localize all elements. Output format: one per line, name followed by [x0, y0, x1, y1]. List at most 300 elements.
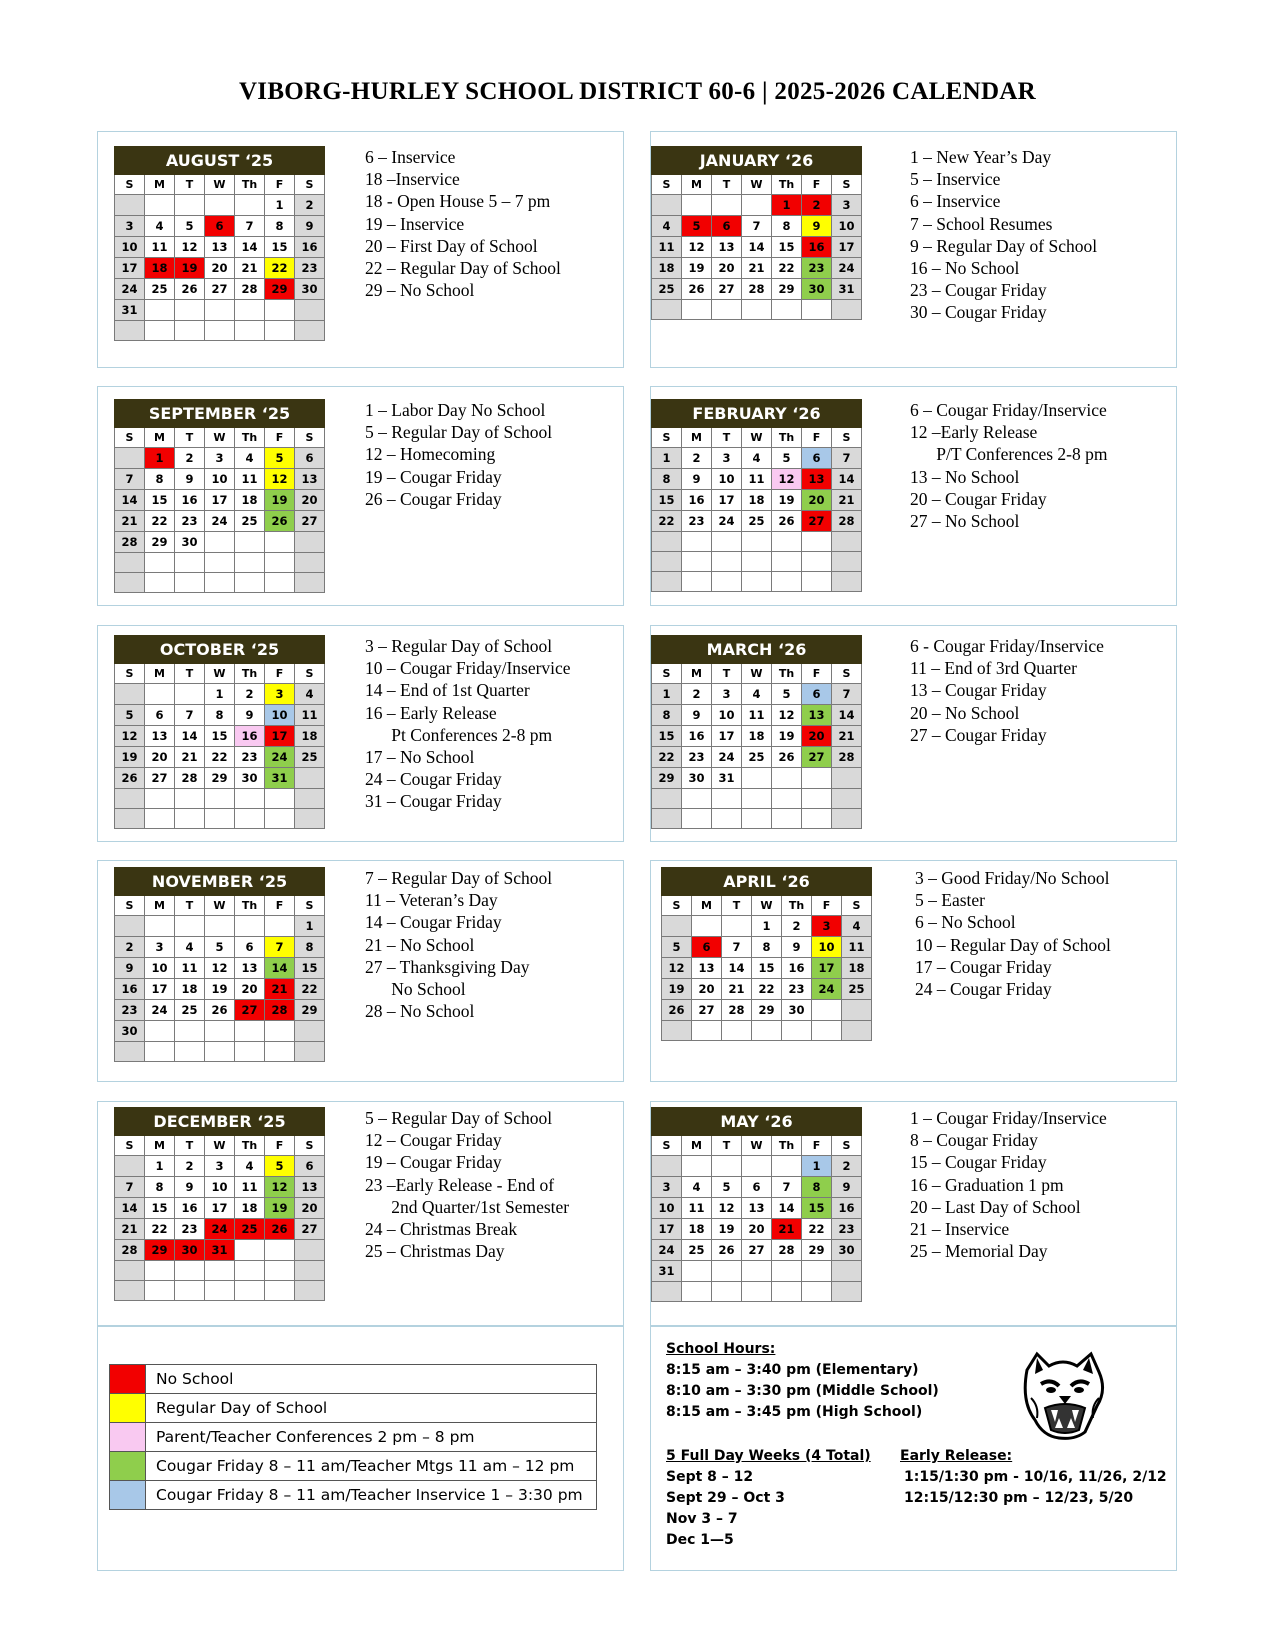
day-header: M [682, 1136, 712, 1156]
calendar-day: 18 [842, 958, 872, 979]
calendar-day: 24 [652, 1240, 682, 1261]
day-header: F [265, 896, 295, 916]
calendar-day: 5 [772, 448, 802, 469]
calendar-day: 26 [175, 279, 205, 300]
calendar-day: 11 [295, 705, 325, 726]
calendar-day: 8 [652, 469, 682, 490]
calendar-empty-cell [265, 1240, 295, 1261]
calendar-day: 27 [295, 1219, 325, 1240]
calendar-empty-cell [712, 300, 742, 320]
legend-swatch [110, 1365, 146, 1394]
calendar-day: 26 [662, 1000, 692, 1021]
event-item: 12 –Early Release [910, 422, 1038, 443]
day-header: T [712, 1136, 742, 1156]
events-april [915, 867, 1111, 1000]
calendar-empty-cell [175, 195, 205, 216]
early-release-item: 12:15/12:30 pm – 12/23, 5/20 [904, 1490, 1134, 1506]
calendar-empty-cell [295, 553, 325, 573]
calendar-september [114, 399, 325, 593]
calendar-day: 26 [772, 511, 802, 532]
calendar-day: 6 [295, 448, 325, 469]
calendar-day: 9 [802, 216, 832, 237]
calendar-day: 31 [832, 279, 862, 300]
calendar-day: 25 [682, 1240, 712, 1261]
calendar-day: 11 [652, 237, 682, 258]
legend-label: Cougar Friday 8 – 11 am/Teacher Mtgs 11 am – 12 pm [146, 1452, 597, 1481]
event-item: 31 – Cougar Friday [365, 791, 502, 812]
event-item: 10 – Cougar Friday/Inservice [365, 658, 571, 679]
calendar-empty-cell [175, 789, 205, 809]
calendar-day: 15 [802, 1198, 832, 1219]
calendar-day: 31 [265, 768, 295, 789]
calendar-day: 13 [145, 726, 175, 747]
calendar-empty-cell [682, 1282, 712, 1302]
calendar-day: 4 [295, 684, 325, 705]
calendar-day: 19 [175, 258, 205, 279]
calendar-day: 21 [832, 490, 862, 511]
calendar-empty-cell [682, 532, 712, 552]
calendar-empty-cell [832, 768, 862, 789]
calendar-day: 23 [782, 979, 812, 1000]
event-item: 11 – Veteran’s Day [365, 890, 498, 911]
event-item: 22 – Regular Day of School [365, 257, 561, 278]
calendar-empty-cell [235, 532, 265, 553]
calendar-day: 31 [205, 1240, 235, 1261]
calendar-day: 7 [832, 448, 862, 469]
event-item: 5 – Easter [915, 890, 985, 911]
calendar-empty-cell [712, 789, 742, 809]
calendar-day: 7 [772, 1177, 802, 1198]
calendar-day: 10 [832, 216, 862, 237]
calendar-day: 12 [265, 469, 295, 490]
full-day-weeks [666, 1446, 871, 1551]
day-header: T [175, 175, 205, 195]
legend-label: Regular Day of School [146, 1394, 597, 1423]
event-item: 20 – First Day of School [365, 235, 538, 256]
calendar-day: 16 [682, 726, 712, 747]
calendar-day: 19 [772, 726, 802, 747]
calendar-empty-cell [772, 552, 802, 572]
calendar-day: 13 [692, 958, 722, 979]
calendar-empty-cell [205, 1021, 235, 1042]
calendar-day: 2 [682, 684, 712, 705]
calendar-day: 24 [832, 258, 862, 279]
day-header: F [802, 1136, 832, 1156]
calendar-empty-cell [295, 768, 325, 789]
event-item: 1 – Cougar Friday/Inservice [910, 1108, 1107, 1128]
calendar-day: 29 [145, 1240, 175, 1261]
day-header: F [802, 175, 832, 195]
day-header: T [712, 175, 742, 195]
calendar-empty-cell [772, 1282, 802, 1302]
calendar-empty-cell [802, 572, 832, 592]
event-item: 13 – No School [910, 466, 1020, 487]
calendar-empty-cell [145, 916, 175, 937]
calendar-day: 4 [742, 684, 772, 705]
calendar-empty-cell [772, 532, 802, 552]
calendar-empty-cell [115, 573, 145, 593]
event-item: 6 – Cougar Friday/Inservice [910, 400, 1107, 420]
event-item: No School [365, 978, 466, 999]
event-item: 23 –Early Release - End of [365, 1174, 555, 1195]
event-item: 11 – End of 3rd Quarter [910, 658, 1078, 679]
month-title: OCTOBER ‘25 [115, 636, 325, 664]
event-item: 21 – No School [365, 934, 475, 955]
calendar-day: 30 [115, 1021, 145, 1042]
calendar-day: 9 [782, 937, 812, 958]
calendar-day: 20 [802, 726, 832, 747]
calendar-day: 12 [662, 958, 692, 979]
calendar-day: 18 [235, 1198, 265, 1219]
calendar-empty-cell [175, 1021, 205, 1042]
calendar-day: 9 [175, 469, 205, 490]
calendar-empty-cell [265, 573, 295, 593]
school-hours [666, 1339, 939, 1423]
calendar-day: 24 [145, 1000, 175, 1021]
event-item: 1 – Labor Day No School [365, 400, 546, 420]
event-item: 16 – Graduation 1 pm [910, 1174, 1064, 1195]
day-header: M [145, 664, 175, 684]
calendar-day: 30 [782, 1000, 812, 1021]
calendar-day: 10 [205, 1177, 235, 1198]
calendar-day: 6 [205, 216, 235, 237]
calendar-day: 6 [235, 937, 265, 958]
event-item: 20 – No School [910, 702, 1020, 723]
calendar-empty-cell [235, 1261, 265, 1281]
calendar-day: 18 [145, 258, 175, 279]
event-item: 30 – Cougar Friday [910, 302, 1047, 323]
calendar-empty-cell [265, 789, 295, 809]
calendar-day: 20 [295, 1198, 325, 1219]
calendar-day: 12 [772, 705, 802, 726]
events-february [910, 399, 1108, 532]
calendar-day: 9 [235, 705, 265, 726]
calendar-empty-cell [205, 573, 235, 593]
day-header: S [832, 664, 862, 684]
month-title: SEPTEMBER ‘25 [115, 400, 325, 428]
calendar-day: 3 [115, 216, 145, 237]
legend-swatch [110, 1423, 146, 1452]
event-item: 7 – Regular Day of School [365, 868, 553, 888]
calendar-day: 7 [832, 684, 862, 705]
calendar-day: 13 [712, 237, 742, 258]
day-header: S [652, 664, 682, 684]
month-title: MARCH ‘26 [652, 636, 862, 664]
calendar-day: 17 [712, 490, 742, 511]
calendar-day: 1 [205, 684, 235, 705]
calendar-day: 19 [265, 490, 295, 511]
day-header: T [175, 664, 205, 684]
calendar-empty-cell [652, 572, 682, 592]
calendar-day: 17 [832, 237, 862, 258]
day-header: S [652, 428, 682, 448]
day-header: Th [772, 664, 802, 684]
calendar-day: 28 [832, 511, 862, 532]
day-header: T [175, 1136, 205, 1156]
calendar-day: 23 [175, 511, 205, 532]
early-release-item: 1:15/1:30 pm - 10/16, 11/26, 2/12 [904, 1469, 1167, 1485]
calendar-day: 17 [652, 1219, 682, 1240]
calendar-empty-cell [722, 916, 752, 937]
calendar-day: 21 [832, 726, 862, 747]
calendar-day: 3 [832, 195, 862, 216]
calendar-empty-cell [265, 1021, 295, 1042]
event-item: 21 – Inservice [910, 1218, 1010, 1239]
calendar-empty-cell [115, 321, 145, 341]
calendar-day: 8 [652, 705, 682, 726]
day-header: Th [235, 1136, 265, 1156]
calendar-empty-cell [832, 1261, 862, 1282]
calendar-day: 26 [265, 1219, 295, 1240]
event-item: 16 – Early Release [365, 702, 497, 723]
calendar-day: 19 [205, 979, 235, 1000]
calendar-empty-cell [712, 1156, 742, 1177]
calendar-day: 21 [265, 979, 295, 1000]
calendar-day: 18 [295, 726, 325, 747]
calendar-empty-cell [682, 195, 712, 216]
event-item: Pt Conferences 2-8 pm [365, 724, 553, 745]
calendar-day: 17 [205, 490, 235, 511]
calendar-empty-cell [742, 1156, 772, 1177]
day-header: F [812, 896, 842, 916]
calendar-day: 28 [832, 747, 862, 768]
calendar-day: 2 [235, 684, 265, 705]
calendar-day: 28 [235, 279, 265, 300]
calendar-empty-cell [115, 448, 145, 469]
calendar-day: 25 [235, 1219, 265, 1240]
calendar-empty-cell [842, 1000, 872, 1021]
event-item: 24 – Cougar Friday [365, 769, 502, 790]
calendar-day: 16 [782, 958, 812, 979]
calendar-day: 11 [235, 1177, 265, 1198]
event-item: 18 - Open House 5 – 7 pm [365, 191, 551, 212]
day-header: S [652, 175, 682, 195]
calendar-empty-cell [712, 1261, 742, 1282]
calendar-empty-cell [235, 809, 265, 829]
calendar-empty-cell [175, 300, 205, 321]
calendar-day: 3 [145, 937, 175, 958]
calendar-empty-cell [205, 321, 235, 341]
calendar-empty-cell [175, 1281, 205, 1301]
calendar-day: 2 [115, 937, 145, 958]
calendar-day: 30 [235, 768, 265, 789]
events-march [910, 635, 1104, 746]
calendar-day: 21 [175, 747, 205, 768]
school-hours-middle: 8:10 am – 3:30 pm (Middle School) [666, 1383, 939, 1399]
calendar-empty-cell [265, 321, 295, 341]
calendar-day: 29 [295, 1000, 325, 1021]
event-item: 17 – Cougar Friday [915, 956, 1052, 977]
month-title: JANUARY ‘26 [652, 147, 862, 175]
calendar-day: 1 [802, 1156, 832, 1177]
calendar-day: 2 [802, 195, 832, 216]
month-title: NOVEMBER ‘25 [115, 868, 325, 896]
calendar-day: 30 [682, 768, 712, 789]
legend-table [109, 1364, 597, 1510]
calendar-day: 8 [772, 216, 802, 237]
calendar-day: 14 [832, 705, 862, 726]
calendar-day: 26 [772, 747, 802, 768]
page-title: VIBORG-HURLEY SCHOOL DISTRICT 60-6 | 2025-2026 CALENDAR [238, 78, 1037, 105]
calendar-empty-cell [175, 321, 205, 341]
calendar-day: 24 [205, 1219, 235, 1240]
calendar-empty-cell [682, 1156, 712, 1177]
calendar-day: 14 [175, 726, 205, 747]
calendar-empty-cell [742, 809, 772, 829]
calendar-day: 2 [175, 1156, 205, 1177]
day-header: M [145, 175, 175, 195]
calendar-day: 17 [812, 958, 842, 979]
calendar-empty-cell [682, 1261, 712, 1282]
event-item: 9 – Regular Day of School [910, 235, 1098, 256]
calendar-day: 23 [295, 258, 325, 279]
calendar-empty-cell [175, 684, 205, 705]
calendar-day: 29 [752, 1000, 782, 1021]
day-header: S [832, 428, 862, 448]
events-november [365, 867, 552, 1022]
calendar-day: 17 [712, 726, 742, 747]
calendar-empty-cell [772, 572, 802, 592]
calendar-empty-cell [235, 553, 265, 573]
event-item: 12 – Homecoming [365, 444, 496, 465]
day-header: Th [235, 428, 265, 448]
school-hours-high: 8:15 am – 3:45 pm (High School) [666, 1404, 923, 1420]
calendar-day: 2 [175, 448, 205, 469]
calendar-day: 5 [175, 216, 205, 237]
calendar-empty-cell [662, 1021, 692, 1041]
calendar-empty-cell [682, 552, 712, 572]
calendar-day: 18 [175, 979, 205, 1000]
calendar-empty-cell [235, 1281, 265, 1301]
calendar-empty-cell [145, 789, 175, 809]
day-header: F [265, 1136, 295, 1156]
calendar-empty-cell [652, 300, 682, 320]
legend-label: Cougar Friday 8 – 11 am/Teacher Inservice 1 – 3:30 pm [146, 1481, 597, 1510]
calendar-day: 20 [235, 979, 265, 1000]
calendar-day: 9 [115, 958, 145, 979]
calendar-day: 22 [265, 258, 295, 279]
calendar-day: 8 [145, 469, 175, 490]
calendar-day: 19 [115, 747, 145, 768]
calendar-day: 2 [295, 195, 325, 216]
event-item: 6 – Inservice [910, 191, 1001, 212]
day-header: S [832, 1136, 862, 1156]
event-item: 20 – Last Day of School [910, 1196, 1081, 1217]
calendar-day: 8 [295, 937, 325, 958]
calendar-day: 25 [175, 1000, 205, 1021]
calendar-day: 28 [772, 1240, 802, 1261]
calendar-day: 18 [235, 490, 265, 511]
event-item: 25 – Memorial Day [910, 1241, 1048, 1262]
event-item: 27 – Cougar Friday [910, 724, 1047, 745]
calendar-empty-cell [742, 300, 772, 320]
calendar-empty-cell [742, 552, 772, 572]
calendar-empty-cell [265, 1281, 295, 1301]
calendar-day: 13 [235, 958, 265, 979]
day-header: T [712, 664, 742, 684]
calendar-empty-cell [145, 809, 175, 829]
calendar-day: 18 [682, 1219, 712, 1240]
calendar-empty-cell [175, 553, 205, 573]
day-header: S [832, 175, 862, 195]
calendar-day: 14 [742, 237, 772, 258]
day-header: F [802, 428, 832, 448]
calendar-empty-cell [205, 195, 235, 216]
calendar-day: 20 [145, 747, 175, 768]
calendar-day: 22 [772, 258, 802, 279]
calendar-day: 21 [722, 979, 752, 1000]
day-header: S [295, 428, 325, 448]
calendar-day: 3 [712, 448, 742, 469]
calendar-day: 28 [115, 532, 145, 553]
legend-swatch [110, 1481, 146, 1510]
calendar-day: 3 [205, 1156, 235, 1177]
day-header: M [145, 428, 175, 448]
calendar-day: 1 [772, 195, 802, 216]
calendar-day: 16 [115, 979, 145, 1000]
calendar-empty-cell [832, 1282, 862, 1302]
calendar-day: 23 [235, 747, 265, 768]
calendar-empty-cell [115, 553, 145, 573]
calendar-day: 23 [115, 1000, 145, 1021]
calendar-october [114, 635, 325, 829]
calendar-day: 14 [772, 1198, 802, 1219]
calendar-day: 21 [772, 1219, 802, 1240]
calendar-empty-cell [772, 809, 802, 829]
day-header: S [662, 896, 692, 916]
event-item: 18 –Inservice [365, 169, 460, 190]
calendar-empty-cell [265, 300, 295, 321]
calendar-empty-cell [712, 532, 742, 552]
calendar-day: 22 [205, 747, 235, 768]
legend-label: No School [146, 1365, 597, 1394]
calendar-empty-cell [682, 809, 712, 829]
calendar-empty-cell [652, 552, 682, 572]
event-item: 16 – No School [910, 257, 1020, 278]
early-release [900, 1446, 1167, 1509]
calendar-empty-cell [295, 809, 325, 829]
calendar-day: 3 [652, 1177, 682, 1198]
event-item: 3 – Regular Day of School [365, 636, 553, 656]
calendar-day: 28 [722, 1000, 752, 1021]
calendar-day: 27 [692, 1000, 722, 1021]
event-item: 6 - Cougar Friday/Inservice [910, 636, 1104, 656]
day-header: T [712, 428, 742, 448]
event-item: 23 – Cougar Friday [910, 280, 1047, 301]
month-title: APRIL ‘26 [662, 868, 872, 896]
calendar-day: 3 [712, 684, 742, 705]
calendar-empty-cell [712, 809, 742, 829]
calendar-empty-cell [145, 1021, 175, 1042]
day-header: W [742, 664, 772, 684]
calendar-day: 15 [772, 237, 802, 258]
day-header: W [205, 175, 235, 195]
month-title: MAY ‘26 [652, 1108, 862, 1136]
calendar-day: 19 [712, 1219, 742, 1240]
calendar-day: 4 [175, 937, 205, 958]
calendar-day: 28 [742, 279, 772, 300]
calendar-day: 27 [712, 279, 742, 300]
calendar-day: 22 [145, 511, 175, 532]
calendar-empty-cell [832, 552, 862, 572]
event-item: 17 – No School [365, 746, 475, 767]
calendar-empty-cell [265, 916, 295, 937]
day-header: W [205, 664, 235, 684]
calendar-empty-cell [265, 553, 295, 573]
calendar-day: 10 [712, 469, 742, 490]
calendar-day: 11 [235, 469, 265, 490]
calendar-day: 7 [115, 1177, 145, 1198]
